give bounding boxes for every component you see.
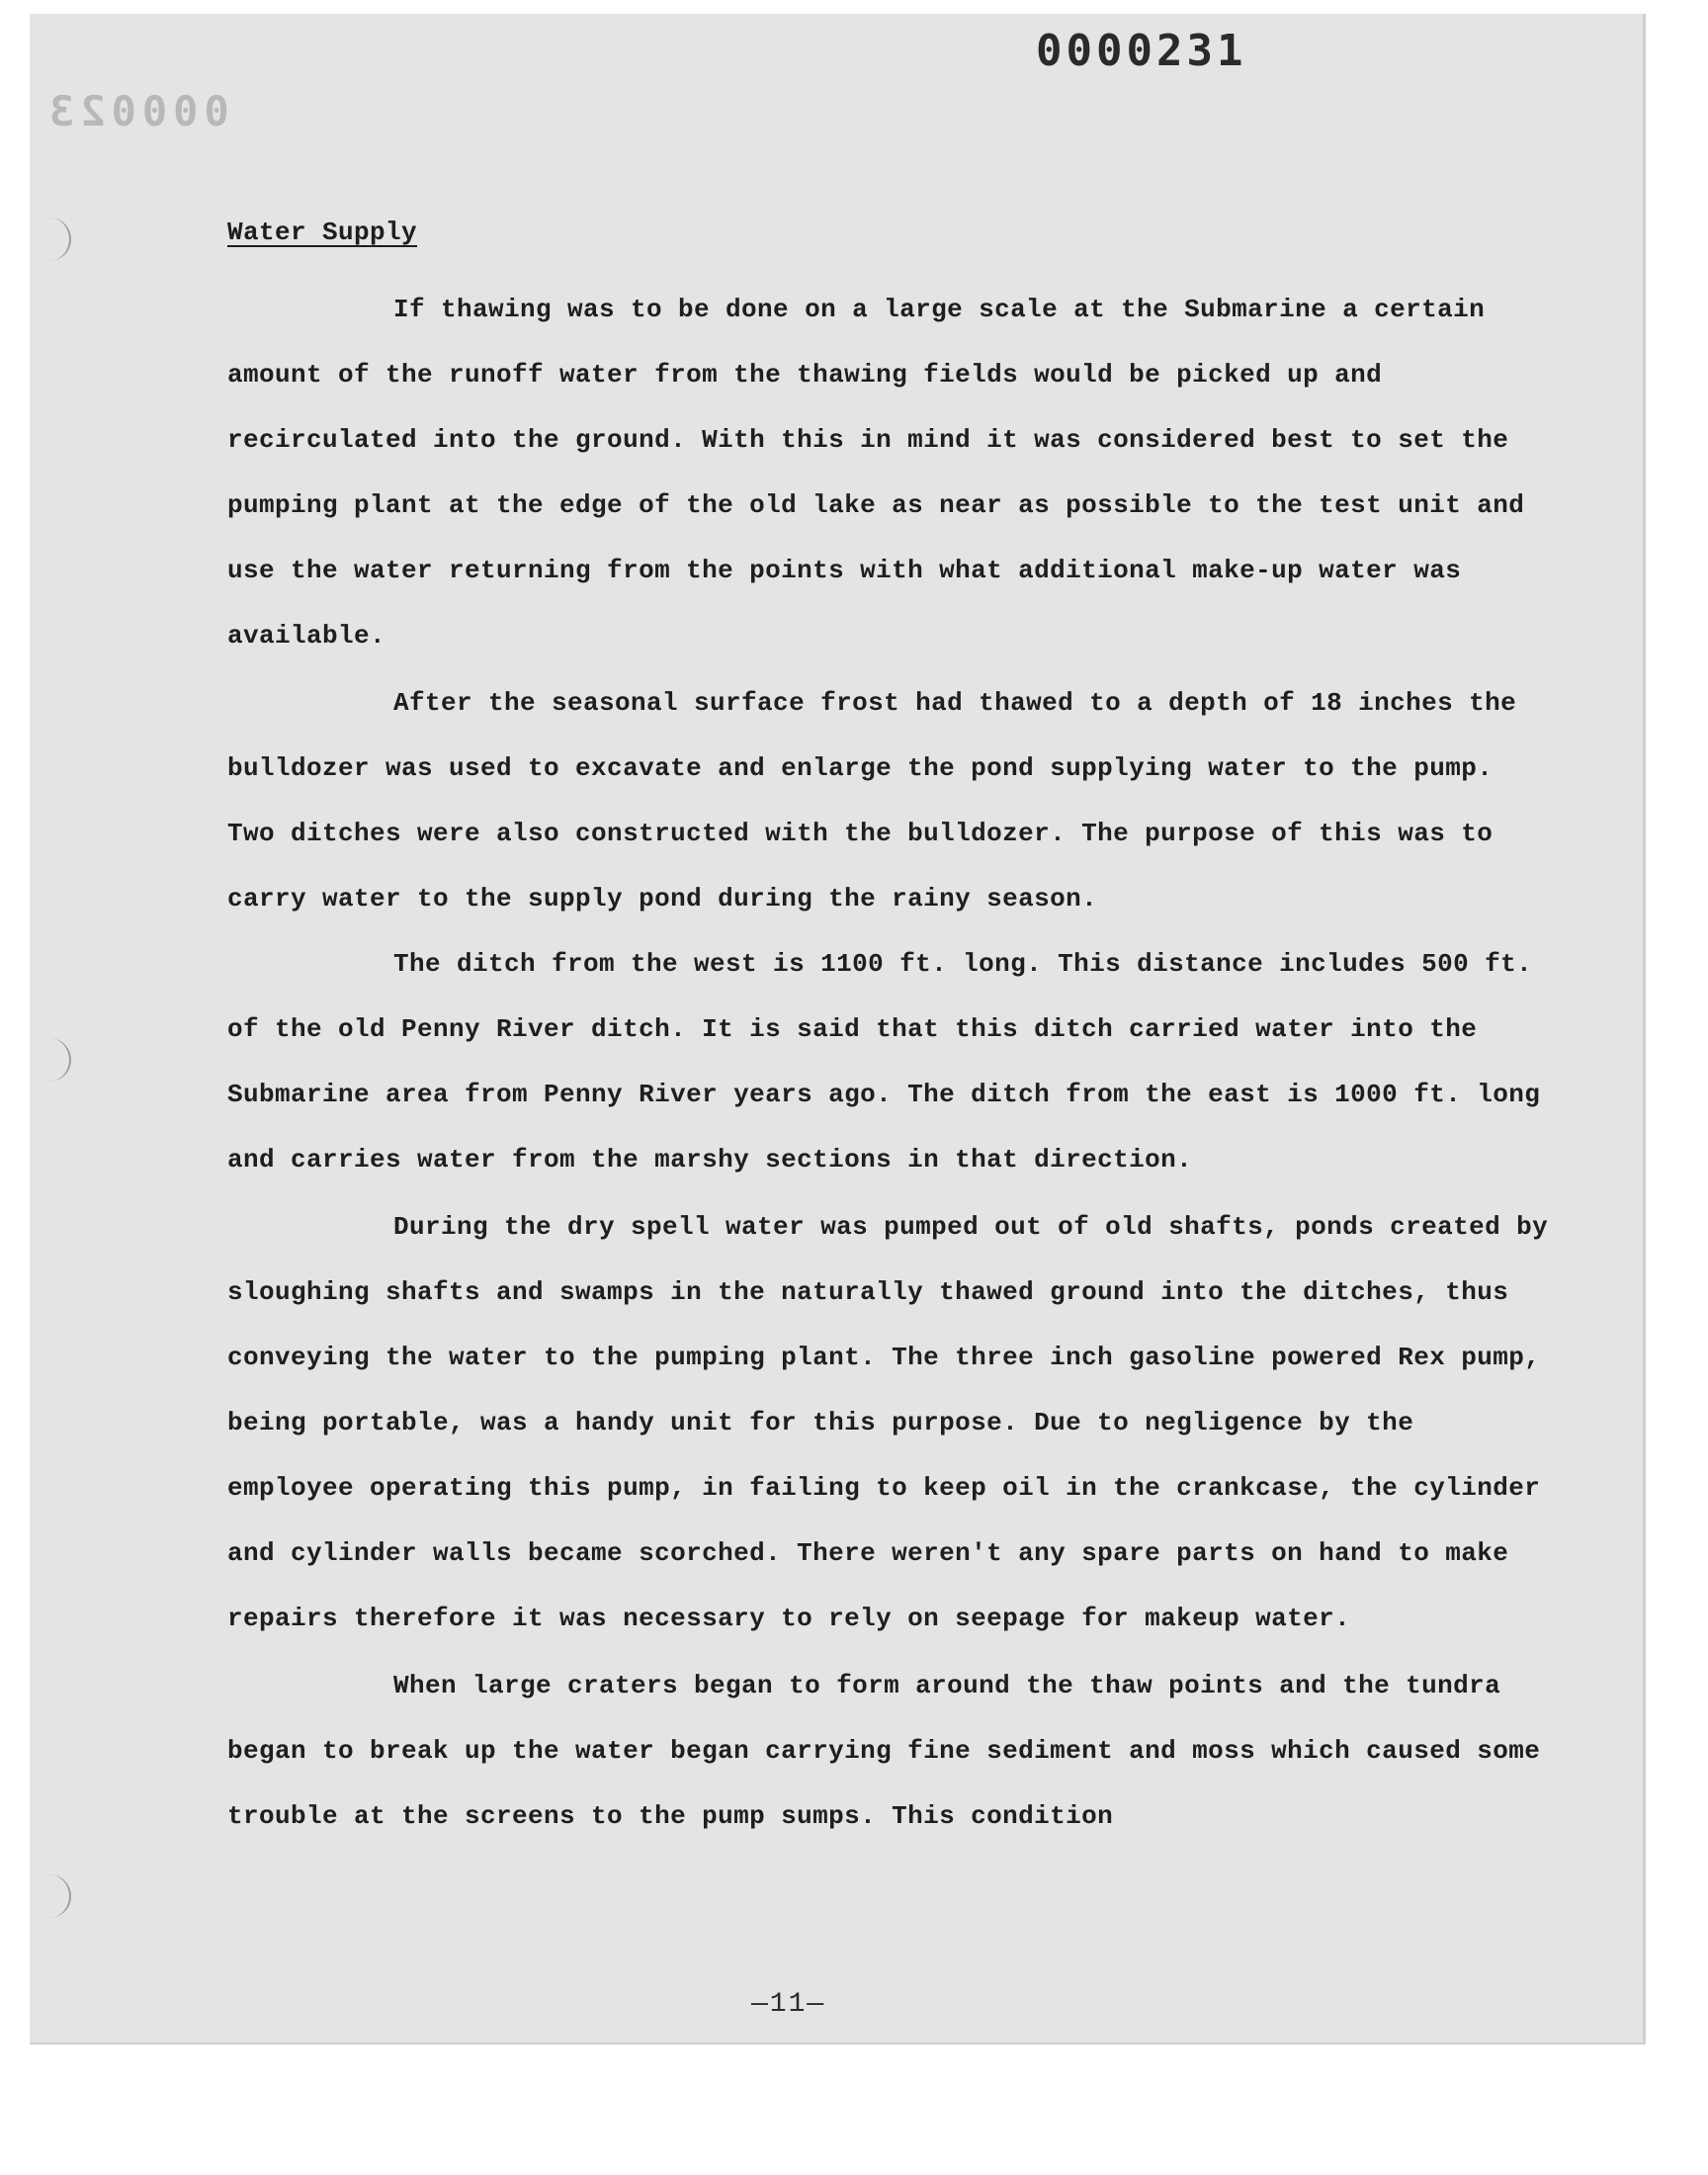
paragraph-3: The ditch from the west is 1100 ft. long. This distance includes 500 ft. of the old Penny River ditch. It is said that this ditch carried water into the Submarine area from Penny River years ago. The ditch from the east is 1000 ft. long and carries water from the marshy sections in that direction.	[227, 949, 1541, 1174]
punch-hole-mark	[45, 1874, 71, 1918]
punch-hole-mark	[45, 218, 71, 261]
page-number: —11—	[751, 1989, 826, 2020]
paragraph-2: After the seasonal surface frost had thawed to a depth of 18 inches the bulldozer was used to excavate and enlarge the pond supplying water to the pump. Two ditches were also constructed with the bulldozer. The purpose of this was to carry water to the supply pond during the rainy season.	[227, 688, 1517, 914]
document-page	[30, 14, 1646, 2044]
punch-hole-mark	[45, 1038, 71, 1082]
document-body	[227, 200, 1552, 1849]
section-heading: Water Supply	[227, 218, 418, 247]
paragraph-4: During the dry spell water was pumped out of old shafts, ponds created by sloughing shafts and swamps in the naturally thawed ground into the ditches, thus conveying the water to the pumping plant. The three inch gasoline powered Rex pump, being portable, was a handy unit for this purpose. Due to negligence by the employee operating this pump, in failing to keep oil in the crankcase, the cylinder and cylinder walls became scorched. There weren't any spare parts on hand to make repairs therefore it was necessary to rely on seepage for makeup water.	[227, 1212, 1549, 1633]
paragraph-5: When large craters began to form around the thaw points and the tundra began to break up the water began carrying fine sediment and moss which caused some trouble at the screens to the pump sumps. This condition	[227, 1671, 1541, 1831]
bleed-through-number: 000023	[43, 87, 229, 135]
document-number: 0000231	[1036, 26, 1247, 76]
paragraph-1: If thawing was to be done on a large scale at the Submarine a certain amount of the runoff water from the thawing fields would be picked up and recirculated into the ground. With this in mind it was considered best to set the pumping plant at the edge of the old lake as near as possible to the test unit and use the water returning from the points with what additional make-up water was available.	[227, 295, 1525, 651]
